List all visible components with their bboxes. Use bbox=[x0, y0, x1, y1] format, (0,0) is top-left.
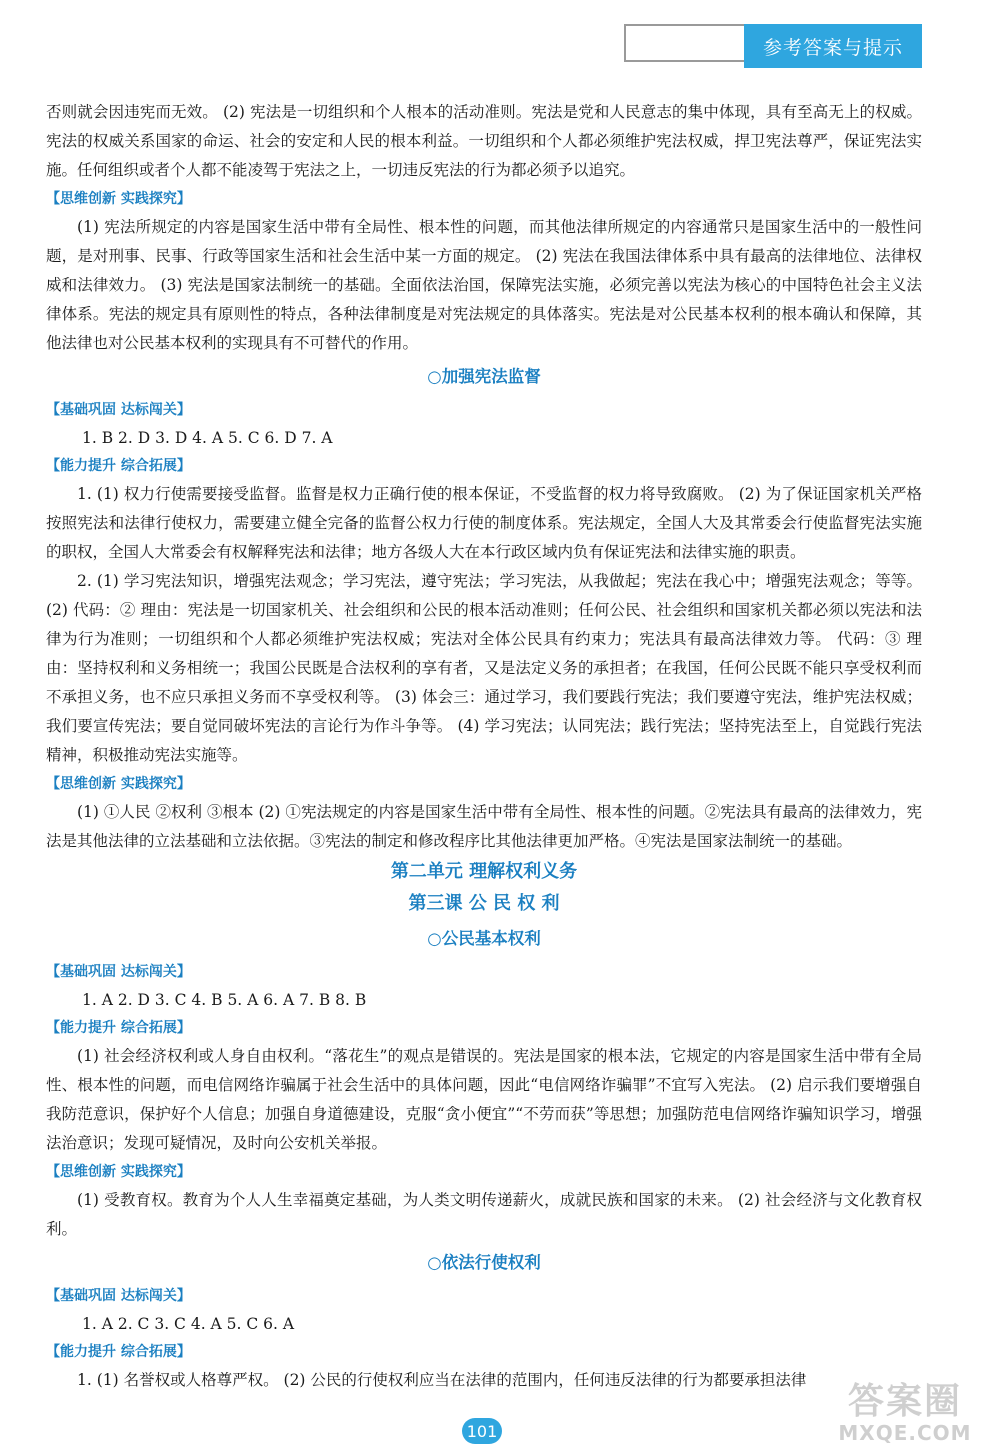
answer-key-line: 1. B 2. D 3. D 4. A 5. C 6. D 7. A bbox=[82, 429, 333, 447]
watermark-logo: 答案圈 bbox=[847, 1381, 962, 1422]
section-tag: 【思维创新 实践探究】 bbox=[46, 191, 191, 207]
header-tab-label: 参考答案与提示 bbox=[762, 36, 903, 59]
lesson-section-title: ○加强宪法监督 bbox=[427, 367, 541, 386]
header-outline-box bbox=[624, 24, 746, 62]
header-tab bbox=[744, 24, 922, 68]
answer-paragraph: (1) 宪法所规定的内容是国家生活中带有全局性、根本性的问题，而其他法律所规定的内容通常只是国家生活中的一般性问题，是对刑事、民事、行政等国家生活和社会生活中某一方面的规定。 (2) 宪法在我国法律体系中具有最高的法律地位、法律权威和法律效力。 (3) 宪法是国家法制统一的基础。全面依法治国，保障宪法实施，必须完善以宪法为核心的中国特色社会主义法律体系。宪法的规定具有原则性的特点，各种法律制度是对宪法规定的具体落实。宪法是对公民基本权利的根本确认和保障，其他法律也对公民基本权利的实现具有不可替代的作用。 bbox=[46, 218, 922, 352]
answer-paragraph: 1. (1) 名誉权或人格尊严权。 (2) 公民的行使权利应当在法律的范围内，任何违反法律的行为都要承担法律 bbox=[77, 1371, 807, 1389]
section-tag: 【能力提升 综合拓展】 bbox=[46, 1344, 191, 1360]
answer-paragraph: (1) 社会经济权利或人身自由权利。“落花生”的观点是错误的。宪法是国家的根本法，它规定的内容是国家生活中带有全局性、根本性的问题，而电信网络诈骗属于社会生活中的具体问题，因此“电信网络诈骗罪”不宜写入宪法。 (2) 启示我们要增强自我防范意识，保护好个人信息；加强自身道德建设，克服“贪小便宜”“不劳而获”等思想；加强防范电信网络诈骗知识学习，增强法治意识；发现可疑情况，及时向公安机关举报。 bbox=[46, 1047, 922, 1152]
lesson-section-title: ○依法行使权利 bbox=[427, 1253, 541, 1272]
section-tag: 【基础巩固 达标闯关】 bbox=[46, 402, 191, 418]
answer-paragraph: (1) 受教育权。教育为个人人生幸福奠定基础，为人类文明传递薪火，成就民族和国家的未来。 (2) 社会经济与文化教育权利。 bbox=[46, 1191, 922, 1238]
page-number-badge bbox=[462, 1418, 502, 1444]
section-tag: 【能力提升 综合拓展】 bbox=[46, 458, 191, 474]
unit-title: 第三课 公 民 权 利 bbox=[408, 893, 560, 914]
page-number: 101 bbox=[466, 1421, 498, 1441]
answer-paragraph: (1) ①人民 ②权利 ③根本 (2) ①宪法规定的内容是国家生活中带有全局性、根本性的问题。②宪法具有最高的法律效力，宪法是其他法律的立法基础和立法依据。③宪法的制定和修改程序比其他法律更加严格。④宪法是国家法制统一的基础。 bbox=[46, 803, 922, 850]
section-tag: 【基础巩固 达标闯关】 bbox=[46, 964, 191, 980]
answer-paragraph: 1. (1) 权力行使需要接受监督。监督是权力正确行使的根本保证，不受监督的权力将导致腐败。 (2) 为了保证国家机关严格按照宪法和法律行使权力，需要建立健全完备的监督公权力行使的制度体系。宪法规定，全国人大及其常委会行使监督宪法实施的职权，全国人大常委会有权解释宪法和法律；地方各级人大在本行政区域内负有保证宪法和法律实施的职责。 bbox=[46, 485, 922, 561]
lesson-section-title: ○公民基本权利 bbox=[427, 929, 541, 948]
watermark bbox=[820, 1382, 990, 1452]
answer-paragraph: 2. (1) 学习宪法知识，增强宪法观念；学习宪法，遵守宪法；学习宪法，从我做起；宪法在我心中；增强宪法观念；等等。 (2) 代码：② 理由：宪法是一切国家机关、社会组织和公民的根本活动准则；任何公民、社会组织和国家机关都必须以宪法和法律为行为准则；一切组织和个人都必须维护宪法权威；宪法对全体公民具有约束力；宪法具有最高法律效力等。 代码：③ 理由：坚持权利和义务相统一；我国公民既是合法权利的享有者，又是法定义务的承担者；在我国，任何公民既不能只享受权利而不承担义务，也不应只承担义务而不享受权利等。 (3) 体会三：通过学习，我们要践行宪法；我们要遵守宪法，维护宪法权威；我们要宣传宪法；要自觉同破坏宪法的言论行为作斗争等。 (4) 学习宪法；认同宪法；践行宪法；坚持宪法至上，自觉践行宪法精神，积极推动宪法实施等。 bbox=[46, 572, 922, 764]
answer-content bbox=[46, 98, 922, 1395]
unit-title: 第二单元 理解权利义务 bbox=[390, 861, 578, 882]
section-tag: 【能力提升 综合拓展】 bbox=[46, 1020, 191, 1036]
watermark-url: MXQE.COM bbox=[838, 1421, 972, 1445]
section-tag: 【基础巩固 达标闯关】 bbox=[46, 1288, 191, 1304]
answer-key-line: 1. A 2. C 3. C 4. A 5. C 6. A bbox=[82, 1315, 295, 1333]
answer-paragraph: 否则就会因违宪而无效。 (2) 宪法是一切组织和个人根本的活动准则。宪法是党和人民意志的集中体现，具有至高无上的权威。宪法的权威关系国家的命运、社会的安定和人民的根本利益。一切组织和个人都必须维护宪法权威，捍卫宪法尊严，保证宪法实施。任何组织或者个人都不能凌驾于宪法之上，一切违反宪法的行为都必须予以追究。 bbox=[46, 103, 922, 179]
answer-key-line: 1. A 2. D 3. C 4. B 5. A 6. A 7. B 8. B bbox=[82, 991, 367, 1009]
section-tag: 【思维创新 实践探究】 bbox=[46, 776, 191, 792]
section-tag: 【思维创新 实践探究】 bbox=[46, 1164, 191, 1180]
